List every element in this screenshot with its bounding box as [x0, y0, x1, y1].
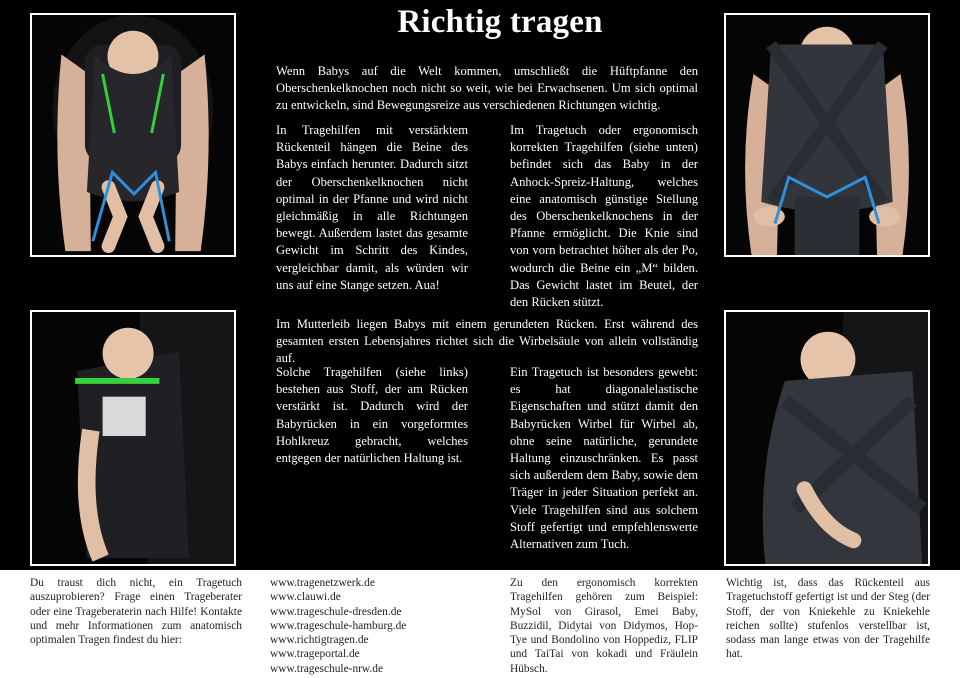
text-carrier-top: In Tragehilfen mit verstärktem Rückenteil hängen die Beine des Babys einfach herunter. Dadurch sitzt der Oberschenkelknochen nicht optimal in der Pfanne und wird nicht gleichmäßig in alle Richtungen bewegt. Außerdem lastet das gesamte Gewicht im Schritt des Kindes, vergleichbar damit, als würden wir uns auf eine Stange setzen. Aua! [276, 123, 468, 292]
text-wrap-top: Im Tragetuch oder ergonomisch korrekten Tragehilfen (siehe unten) befindet sich das Baby in der Anhock-Spreiz-Haltung, welches eine anatomisch günstige Stellung des Oberschenkelknochens in der Pfanne ermöglicht. Die Knie sind von vorn betrachtet höher als der Po, wodurch die Beine ein „M“ bilden. Das Gewicht lastet im Beutel, der den Rücken stützt. [510, 123, 698, 310]
footer-link[interactable]: www.trageschule-nrw.de [270, 662, 384, 675]
footer-carrier-brands-text: Zu den ergonomisch korrekten Tragehilfen gehören zum Beispiel: MySol von Girasol, Emei Baby, Buzzidil, Didytai von Didymos, Hop-Tye und Bondolino von Hoppediz, FLIP und TaiTai von kokadi und Fräulein Hübsch. [510, 577, 698, 675]
footer-link[interactable]: www.trageschule-hamburg.de [270, 619, 407, 632]
footer-link[interactable]: www.clauwi.de [270, 591, 341, 604]
text-carrier-bottom: Solche Tragehilfen (siehe links) bestehen aus Stoff, der am Rücken verstärkt ist. Dadurch wird der Babyrücken in ein vorgeformtes Hohlkreuz gebracht, welches entgegen der natürlichen Haltung ist. [276, 365, 468, 466]
middle-text: Im Mutterleib liegen Babys mit einem gerundeten Rücken. Erst während des gesamten ersten Lebensjahres richtet sich die Wirbelsäule von allein vollständig auf. [276, 317, 698, 366]
intro-text: Wenn Babys auf die Welt kommen, umschließt die Hüftpfanne den Oberschenkelknochen noch nicht so weit, wie bei Erwachsenen. Um sich optimal zu entwickeln, sind Bewegungsreize aus verschiedenen Richtungen wichtig. [276, 64, 698, 113]
footer-advice-text: Du traust dich nicht, ein Tragetuch auszuprobieren? Frage einen Trageberater oder eine Trageberaterin nach Hilfe! Kontakte und mehr Informationen zum anatomisch optimalen Tragen findest du hier: [30, 577, 242, 647]
photo-wrap-back-view [724, 13, 930, 257]
photo-carrier-side-view [30, 310, 236, 566]
footer-link[interactable]: www.tragenetzwerk.de [270, 577, 375, 589]
footer-link[interactable]: www.trageportal.de [270, 648, 360, 661]
footer-important-note: Wichtig ist, dass das Rückenteil aus Tragetuchstoff gefertigt ist und der Steg (der Stoff, der von Kniekehle zu Kniekehle reichen sollte) stufenlos verstellbar ist, sodass man lange etwas von der Tragehilfe hat. [726, 577, 930, 661]
footer-link[interactable]: www.trageschule-dresden.de [270, 605, 402, 618]
photo-wrap-side-view [724, 310, 930, 566]
footer-link-list [270, 576, 470, 676]
footer-link[interactable]: www.richtigtragen.de [270, 634, 369, 647]
page-title: Richtig tragen [397, 4, 603, 40]
text-wrap-bottom: Ein Tragetuch ist besonders gewebt: es hat diagonalelastische Eigenschaften und stützt damit den Babyrücken Wirbel für Wirbel ab, ohne seine natürliche, gerundete Haltung einzuschränken. Es passt sich außerdem dem Baby, sowie dem Träger in jeder Situation perfekt an. Viele Tragehilfen sind aus solchem Stoff gefertigt und empfehlenswerte Alternativen zum Tuch. [510, 365, 698, 552]
photo-carrier-back-view [30, 13, 236, 257]
